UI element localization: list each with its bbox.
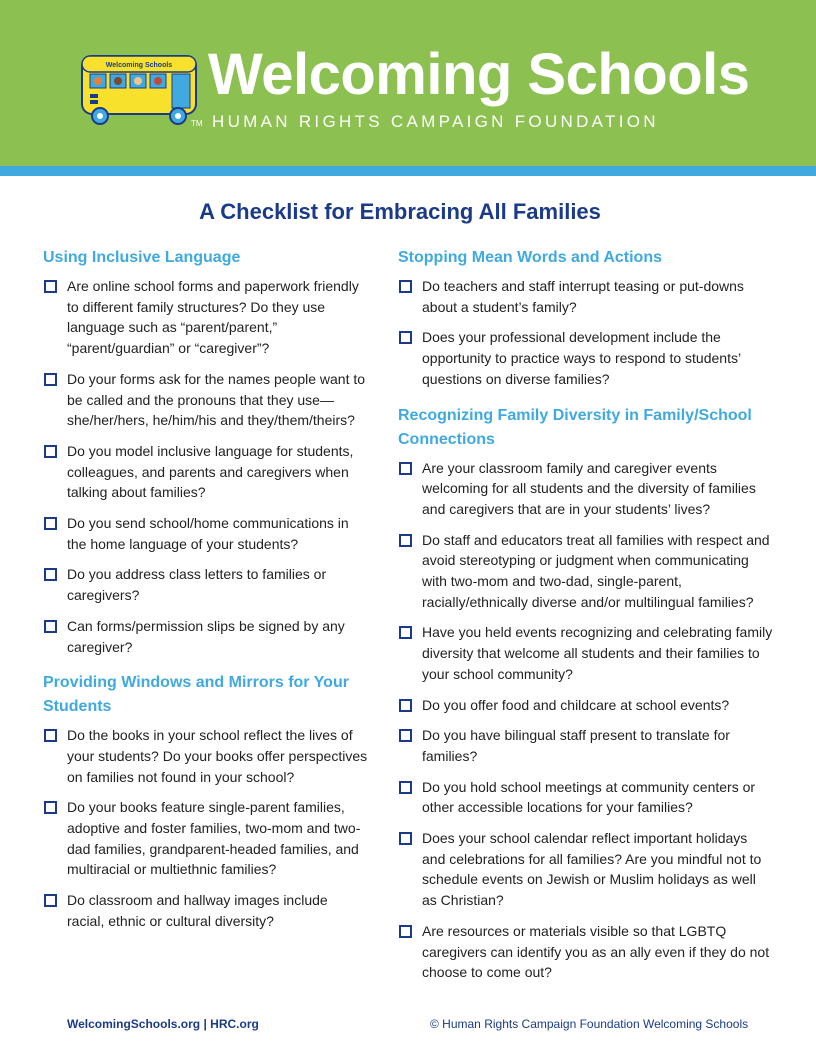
checkbox[interactable] (399, 832, 412, 845)
checkbox[interactable] (44, 373, 57, 386)
checklist-item (43, 725, 368, 787)
checklist-item (398, 828, 773, 911)
checklist-item-text: Do you offer food and childcare at school events? (422, 696, 730, 713)
checkbox[interactable] (44, 894, 57, 907)
checklist-item-text: Are online school forms and paperwork friendly to different family structures? Do they use language such as “parent/parent,” “parent/guardian” or “caregiver”? (67, 278, 359, 357)
section-heading: Recognizing Family Diversity in Family/School Connections (398, 406, 752, 448)
checklist-item (398, 327, 773, 389)
footer-links[interactable]: WelcomingSchools.org | HRC.org (67, 1017, 259, 1031)
checkbox[interactable] (44, 517, 57, 530)
checklist-item-text: Does your professional development include the opportunity to practice ways to respond to students’ questions on diverse families? (422, 329, 741, 387)
checklist-item-text: Do your books feature single-parent families, adoptive and foster families, two-mom and two-dad families, grandparent-headed families, and multiracial or multiethnic families? (67, 799, 361, 878)
checkbox[interactable] (399, 331, 412, 344)
checklist-item-text: Do staff and educators treat all families with respect and avoid stereotyping or judgment when communicating with two-mom and two-dad, single-parent, racially/ethnically diverse and/or multilingual families? (422, 531, 770, 610)
checklist-item-text: Do classroom and hallway images include racial, ethnic or cultural diversity? (67, 892, 328, 929)
footer-copyright: © Human Rights Campaign Foundation Welcoming Schools (430, 1017, 749, 1031)
checkbox[interactable] (44, 568, 57, 581)
brand-title: Welcoming Schools (208, 42, 750, 107)
checklist-item (398, 458, 773, 520)
bus-sign: Welcoming Schools (105, 62, 173, 69)
checklist-item (398, 725, 773, 766)
section-heading: Stopping Mean Words and Actions (398, 249, 662, 266)
school-bus-logo (80, 52, 200, 128)
checklist-item (398, 777, 773, 818)
checklist-item (43, 276, 368, 359)
checklist-item-text: Can forms/permission slips be signed by any caregiver? (67, 617, 345, 655)
checklist-item (43, 513, 368, 554)
checklist-item (43, 616, 368, 657)
checklist-item-text: Do your forms ask for the names people want to be called and the pronouns that they use—she/her/hers, he/him/his and they/them/theirs? (67, 370, 366, 429)
checklist-item (43, 441, 368, 503)
header-stripe (0, 166, 816, 176)
checklist-item-text: Do you model inclusive language for students, colleagues, and parents and caregivers when talking about families? (67, 442, 354, 501)
section-heading: Providing Windows and Mirrors for Your Students (43, 674, 349, 716)
checkbox[interactable] (399, 699, 412, 712)
checkbox[interactable] (399, 280, 412, 293)
right-column (398, 246, 773, 993)
checkbox[interactable] (399, 925, 412, 938)
checkbox[interactable] (399, 462, 412, 475)
checklist-item (398, 695, 773, 716)
checklist-item-text: Have you held events recognizing and celebrating family diversity that welcome all students and their families to your school community? (422, 624, 773, 682)
checklist-item (398, 276, 773, 317)
trademark-mark: TM (191, 119, 203, 128)
checkbox[interactable] (399, 534, 412, 547)
checklist-item-text: Do you send school/home communications in the home language of your students? (67, 515, 349, 552)
checklist-item (43, 890, 368, 931)
checkbox[interactable] (44, 620, 57, 633)
header-banner (0, 0, 816, 166)
checkbox[interactable] (399, 729, 412, 742)
checklist-item (43, 797, 368, 880)
checkbox[interactable] (44, 729, 57, 742)
brand-subtitle: HUMAN RIGHTS CAMPAIGN FOUNDATION (212, 112, 659, 131)
checklist-item-text: Do you hold school meetings at community centers or other accessible locations for your families? (422, 778, 756, 816)
checklist-item-text: Do the books in your school reflect the lives of your students? Do your books offer perspectives on families not found in your school? (67, 727, 368, 785)
checklist-item-text: Does your school calendar reflect important holidays and celebrations for all families? Are you mindful not to schedule events on Jewish or Muslim holidays as well as Christian? (422, 830, 762, 909)
section-heading: Using Inclusive Language (43, 249, 241, 266)
checklist-item-text: Are your classroom family and caregiver events welcoming for all students and the diversity of families and caregivers that are in your students’ lives? (422, 459, 756, 517)
checkbox[interactable] (44, 280, 57, 293)
checklist-item-text: Do you have bilingual staff present to translate for families? (422, 727, 730, 764)
left-column (43, 246, 368, 942)
checklist-item-text: Do teachers and staff interrupt teasing or put-downs about a student’s family? (422, 278, 744, 315)
checkbox[interactable] (399, 781, 412, 794)
checklist-item (43, 369, 368, 431)
checklist-item-text: Are resources or materials visible so that LGBTQ caregivers can identify you as an ally even if they do not choose to come out? (422, 922, 770, 981)
checklist-item (398, 622, 773, 684)
checklist-item (43, 564, 368, 605)
checkbox[interactable] (399, 626, 412, 639)
checklist-item (398, 530, 773, 613)
checklist-item-text: Do you address class letters to families or caregivers? (67, 566, 327, 604)
checkbox[interactable] (44, 801, 57, 814)
checkbox[interactable] (44, 445, 57, 458)
page-title: A Checklist for Embracing All Families (199, 199, 601, 224)
checklist-item (398, 921, 773, 983)
